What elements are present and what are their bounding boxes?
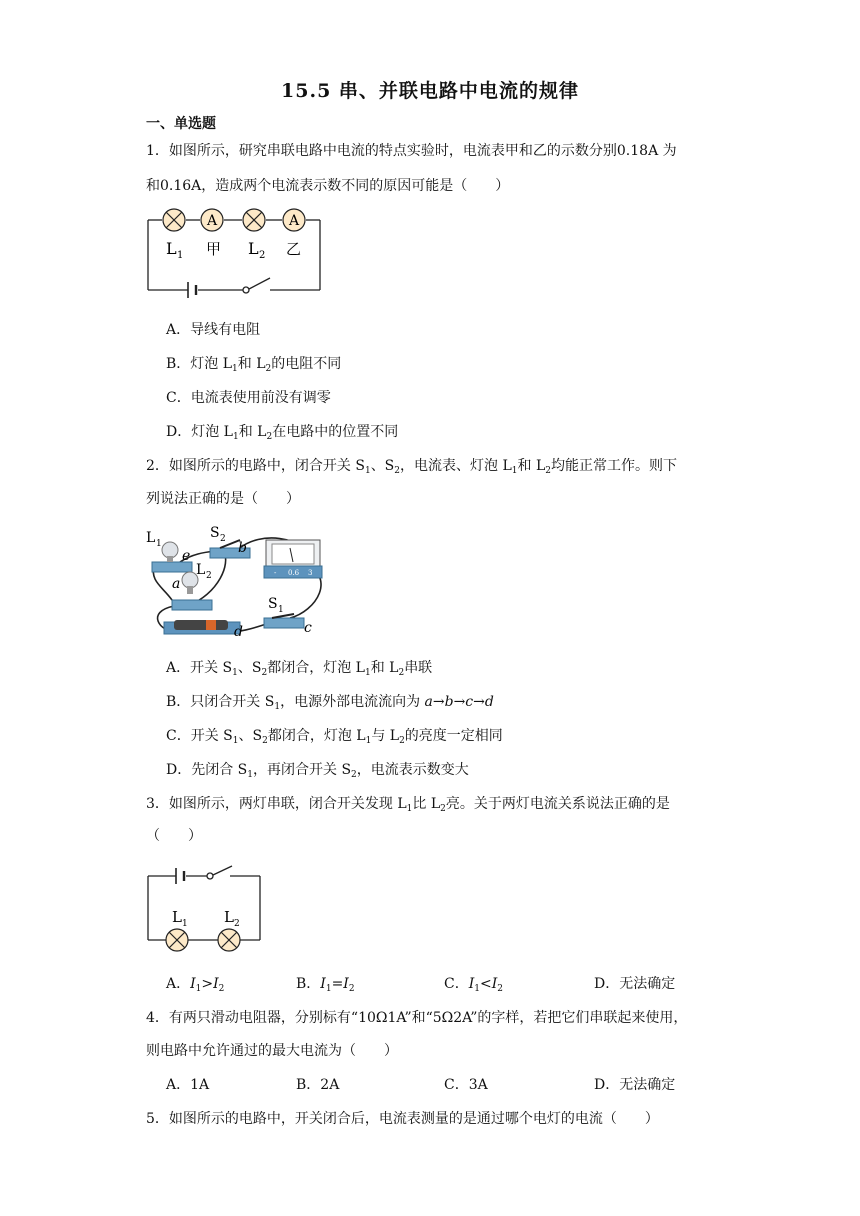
q3-option-c: C．$I_1<I_2$ [444,976,503,994]
svg-text:L: L [146,530,156,546]
q2-option-c: C．开关 $S_1$、$S_2$都闭合，灯泡 $L_1$与 $L_2$的亮度一定相同 [166,728,503,746]
q2-circuit-photo [140,522,340,644]
q1-option-b: B．灯泡 $L_1$和 $L_2$的电阻不同 [166,356,342,374]
q3-stem-line1: 3．如图所示，两灯串联，闭合开关发现 $L_1$比 $L_2$亮。关于两灯电流关系说法正确的是 [146,796,670,814]
q4-option-c: C．3A [444,1077,488,1093]
q3-option-d: D．无法确定 [594,976,676,992]
q4-stem-line1: 4．有两只滑动电阻器，分别标有“10Ω1A”和“5Ω2A”的字样，若把它们串联起来使用， [146,1010,688,1026]
svg-text:d: d [234,624,243,640]
q4-stem-line2: 则电路中允许通过的最大电流为（ ） [146,1043,398,1059]
lamp-icon [166,929,188,951]
q2-option-d: D．先闭合 $S_1$，再闭合开关 $S_2$，电流表示数变大 [166,762,469,780]
q4-option-d: D．无法确定 [594,1077,676,1093]
svg-text:0.6: 0.6 [288,569,300,577]
svg-text:L: L [224,908,234,926]
svg-text:1: 1 [182,919,188,929]
q1-option-c: C．电流表使用前没有调零 [166,390,331,406]
q4-option-a: A．1A [166,1077,210,1093]
q2-option-b: B．只闭合开关 $S_1$，电源外部电流流向为 a→b→c→d [166,694,494,712]
svg-text:L: L [196,562,206,578]
q1-option-a: A．导线有电阻 [166,322,261,338]
q5-stem-line1: 5．如图所示的电路中，开关闭合后，电流表测量的是通过哪个电灯的电流（ ） [146,1111,659,1127]
svg-text:乙: 乙 [286,240,302,258]
q3-option-a: A．$I_1>I_2$ [166,976,225,994]
svg-text:a: a [172,576,181,592]
svg-text:e: e [182,548,191,564]
q2-stem-line1: 2．如图所示的电路中，闭合开关 $S_1$、$S_2$，电流表、灯泡 $L_1$和 $L_2$均能正常工作。则下 [146,458,677,476]
svg-text:2: 2 [234,919,240,929]
svg-text:甲: 甲 [206,240,222,258]
svg-text:L: L [172,908,182,926]
svg-text:c: c [304,620,312,636]
svg-text:1: 1 [278,605,284,615]
q1-stem-line1: 1．如图所示，研究串联电路中电流的特点实验时，电流表甲和乙的示数分别0.18A 为 [146,143,677,159]
svg-text:-: - [274,569,277,577]
svg-text:1: 1 [177,250,184,261]
svg-text:A: A [206,213,218,229]
q2-option-a: A．开关 $S_1$、$S_2$都闭合，灯泡 $L_1$和 $L_2$串联 [166,660,433,678]
svg-text:b: b [238,540,247,556]
svg-text:2: 2 [206,571,212,581]
svg-text:A: A [288,213,300,229]
ammeter-icon [283,209,305,231]
svg-text:L: L [166,239,177,258]
ammeter-icon [201,209,223,231]
svg-text:2: 2 [220,534,226,544]
page-title: 15.5 串、并联电路中电流的规律 [281,80,579,102]
svg-text:L: L [248,239,259,258]
lamp-icon [243,209,265,231]
svg-text:2: 2 [259,250,266,261]
q3-circuit-diagram [140,858,270,954]
q1-option-d: D．灯泡 $L_1$和 $L_2$在电路中的位置不同 [166,424,399,442]
svg-text:3: 3 [308,569,313,577]
section-heading: 一、单选题 [146,116,216,132]
q2-stem-line2: 列说法正确的是（ ） [146,491,300,507]
svg-text:S: S [268,596,278,612]
q3-stem-line2: （ ） [146,828,202,844]
q4-option-b: B．2A [296,1077,340,1093]
svg-text:1: 1 [156,539,162,549]
q1-stem-line2: 和0.16A，造成两个电流表示数不同的原因可能是（ ） [146,178,510,194]
lamp-icon [163,209,185,231]
q1-circuit-diagram [140,204,330,304]
svg-text:S: S [210,525,220,541]
q3-option-b: B．$I_1=I_2$ [296,976,355,994]
lamp-icon [218,929,240,951]
